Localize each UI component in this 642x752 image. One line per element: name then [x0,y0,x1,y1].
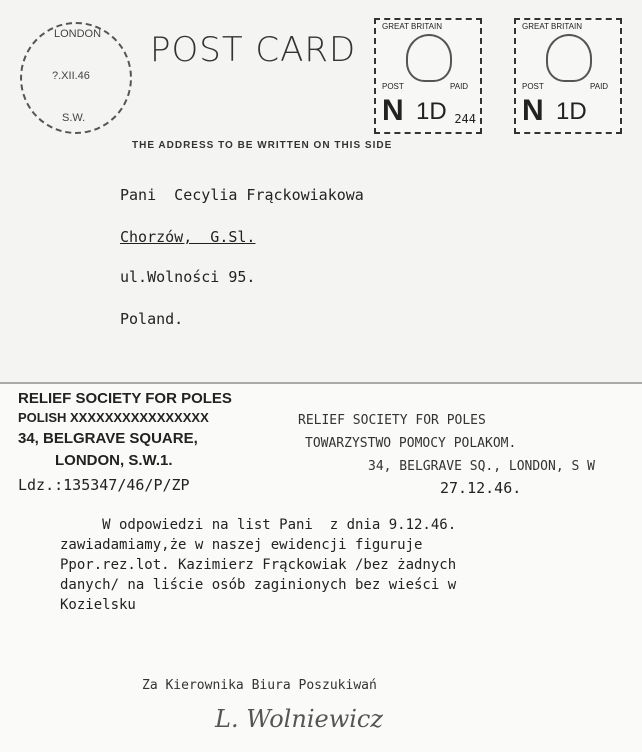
body-line: W odpowiedzi na list Pani z dnia 9.12.46. [60,517,457,533]
postmark-date: ?.XII.46 [52,70,90,82]
postmark-district: S.W. [62,112,86,124]
stamp-code: 244 [454,112,476,126]
rubber-stamp-line2: TOWARZYSTWO POMOCY POLAKOM. [305,436,517,451]
recipient-name: Pani Cecylia Frąckowiakowa [120,186,364,204]
sender-org: RELIEF SOCIETY FOR POLES [18,390,232,407]
stamp-letter: N [382,94,404,127]
stamp-country: GREAT BRITAIN [522,22,583,31]
reference-number: Ldz.:135347/46/P/ZP [18,476,190,494]
recipient-city: Chorzów, G.Sl. [120,228,256,246]
stamp-value: 1D [416,98,447,125]
body-line: zawiadamiamy,że w naszej ewidencji figuruje [60,537,423,553]
closing-line: Za Kierownika Biura Poszukiwań [142,678,377,693]
recipient-country: Poland. [120,310,184,328]
postmark-city: LONDON [54,28,102,40]
sender-street: 34, BELGRAVE SQUARE, [18,430,198,447]
sender-city: LONDON, S.W.1. [55,452,173,469]
rubber-stamp-line1: RELIEF SOCIETY FOR POLES [298,413,486,428]
card-title: POST CARD [150,30,357,70]
body-line: Ppor.rez.lot. Kazimierz Frąckowiak /bez żadnych [60,557,457,573]
rubber-stamp-line3: 34, BELGRAVE SQ., LONDON, S W [368,459,595,474]
letter-date: 27.12.46. [440,479,522,497]
stamp-post: POST [382,82,404,91]
stamp-country: GREAT BRITAIN [382,22,443,31]
body-line: Kozielsku [60,597,136,613]
body-line: danych/ na liście osób zaginionych bez wieści w [60,577,457,593]
stamp-paid: PAID [450,82,469,91]
recipient-street: ul.Wolności 95. [120,268,256,286]
postage-stamp [514,18,622,134]
card-subtitle: THE ADDRESS TO BE WRITTEN ON THIS SIDE [132,140,393,151]
postmark [20,22,132,134]
postage-stamp [374,18,482,134]
stamp-value: 1D [556,98,587,125]
letter-body [60,515,456,615]
crown-icon [406,34,452,82]
stamp-post: POST [522,82,544,91]
sender-org-overstrike: POLISH XXXXXXXXXXXXXXXX [18,410,209,425]
signature: L. Wolniewicz [215,705,383,733]
crown-icon [546,34,592,82]
stamp-paid: PAID [590,82,609,91]
stamp-letter: N [522,94,544,127]
